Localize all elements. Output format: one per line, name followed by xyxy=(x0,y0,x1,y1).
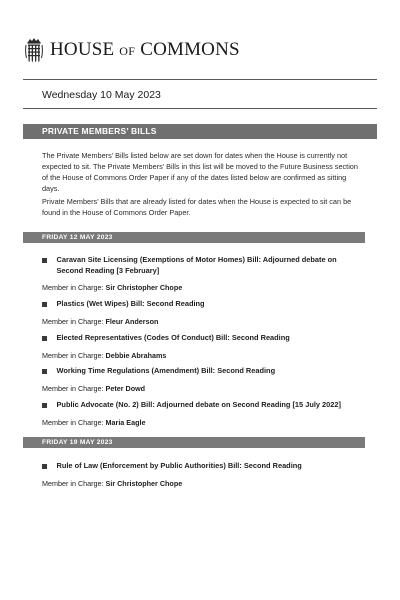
bullet-icon xyxy=(42,336,47,341)
member-in-charge: Member in Charge: Debbie Abrahams xyxy=(42,350,167,360)
bill-item xyxy=(42,400,362,428)
member-in-charge: Member in Charge: Sir Christopher Chope xyxy=(42,478,183,488)
date-divider xyxy=(23,108,377,109)
portcullis-icon xyxy=(24,36,44,64)
organisation-name: HOUSE OF COMMONS xyxy=(50,39,240,60)
bill-item xyxy=(42,333,362,361)
member-name: Maria Eagle xyxy=(105,417,146,427)
bullet-icon xyxy=(42,403,47,408)
day-heading: FRIDAY 12 MAY 2023 xyxy=(23,232,365,243)
member-name: Sir Christopher Chope xyxy=(105,283,183,292)
bill-item xyxy=(42,366,362,394)
bullet-icon xyxy=(42,258,47,263)
bill-title: Plastics (Wet Wipes) Bill: Second Reading xyxy=(56,299,205,308)
day-heading: FRIDAY 19 MAY 2023 xyxy=(23,437,365,448)
member-in-charge: Member in Charge: Fleur Anderson xyxy=(42,316,159,326)
intro-paragraph-1: The Private Members’ Bills listed below are set down for dates when the House is currently not expected to sit. The Private Members’ Bills in this list will be moved to the Future Business section of the House of Commons Order Paper if any of the dates listed below are confirmed as sitting days. xyxy=(42,151,358,193)
member-name: Peter Dowd xyxy=(105,383,146,393)
bill-title: Caravan Site Licensing (Exemptions of Motor Homes) Bill: Adjourned debate on Second Reading [3 February] xyxy=(56,255,337,275)
member-name: Sir Christopher Chope xyxy=(105,478,183,488)
header-divider xyxy=(23,79,377,80)
page-header xyxy=(24,36,240,64)
intro-paragraph-2: Private Members’ Bills that are already listed for dates when the House is expected to sit can be found in the House of Commons Order Paper. xyxy=(42,197,352,217)
member-in-charge: Member in Charge: Sir Christopher Chope xyxy=(42,283,183,292)
bill-item xyxy=(42,461,362,489)
member-name: Debbie Abrahams xyxy=(105,350,167,360)
bill-title: Public Advocate (No. 2) Bill: Adjourned debate on Second Reading [15 July 2022] xyxy=(56,400,341,409)
member-in-charge: Member in Charge: Maria Eagle xyxy=(42,417,146,427)
document-date: Wednesday 10 May 2023 xyxy=(42,89,161,101)
bullet-icon xyxy=(42,302,47,307)
member-in-charge: Member in Charge: Peter Dowd xyxy=(42,383,146,393)
bill-title: Rule of Law (Enforcement by Public Authorities) Bill: Second Reading xyxy=(56,461,302,470)
member-name: Fleur Anderson xyxy=(105,316,159,326)
bullet-icon xyxy=(42,464,47,469)
bill-title: Elected Representatives (Codes Of Conduct) Bill: Second Reading xyxy=(56,333,290,342)
bullet-icon xyxy=(42,369,47,374)
section-heading: PRIVATE MEMBERS’ BILLS xyxy=(23,124,377,139)
bill-item xyxy=(42,299,362,327)
bill-item xyxy=(42,255,362,293)
bill-title: Working Time Regulations (Amendment) Bill: Second Reading xyxy=(56,366,276,375)
